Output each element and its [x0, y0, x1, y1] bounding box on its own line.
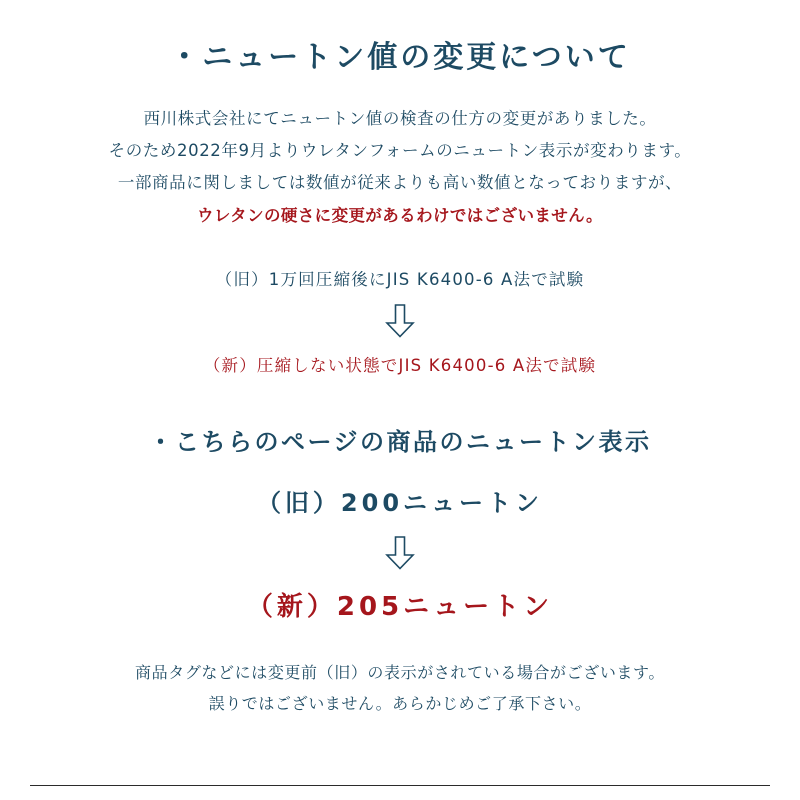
newton-value-new: （新）205ニュートン — [246, 591, 554, 622]
intro-line-1: 西川株式会社にてニュートン値の検査の仕方の変更がありました。 — [143, 109, 657, 128]
intro-paragraph — [30, 103, 770, 232]
footer-note — [135, 657, 665, 719]
test-method-new: （新）圧縮しない状態でJIS K6400-6 A法で試験 — [203, 355, 597, 375]
page-title: ・ニュートン値の変更について — [169, 40, 631, 75]
section-title-newton-display: ・こちらのページの商品のニュートン表示 — [148, 427, 652, 456]
intro-emphasis-line: ウレタンの硬さに変更があるわけではございません。 — [197, 205, 603, 225]
bottom-divider — [30, 785, 770, 786]
intro-line-2: そのため2022年9月よりウレタンフォームのニュートン表示が変わります。 — [108, 141, 692, 161]
note-line-2: 誤りではございません。あらかじめご了承下さい。 — [208, 693, 592, 713]
note-line-1: 商品タグなどには変更前（旧）の表示がされている場合がございます。 — [135, 662, 665, 682]
down-arrow-icon — [385, 304, 415, 338]
test-method-old: （旧）1万回圧縮後にJIS K6400-6 A法で試験 — [215, 269, 585, 289]
intro-line-3: 一部商品に関しましては数値が従来よりも高い数値となっておりますが、 — [117, 173, 683, 193]
newton-value-old: （旧）200ニュートン — [256, 488, 544, 517]
down-arrow-icon-2 — [385, 536, 415, 570]
